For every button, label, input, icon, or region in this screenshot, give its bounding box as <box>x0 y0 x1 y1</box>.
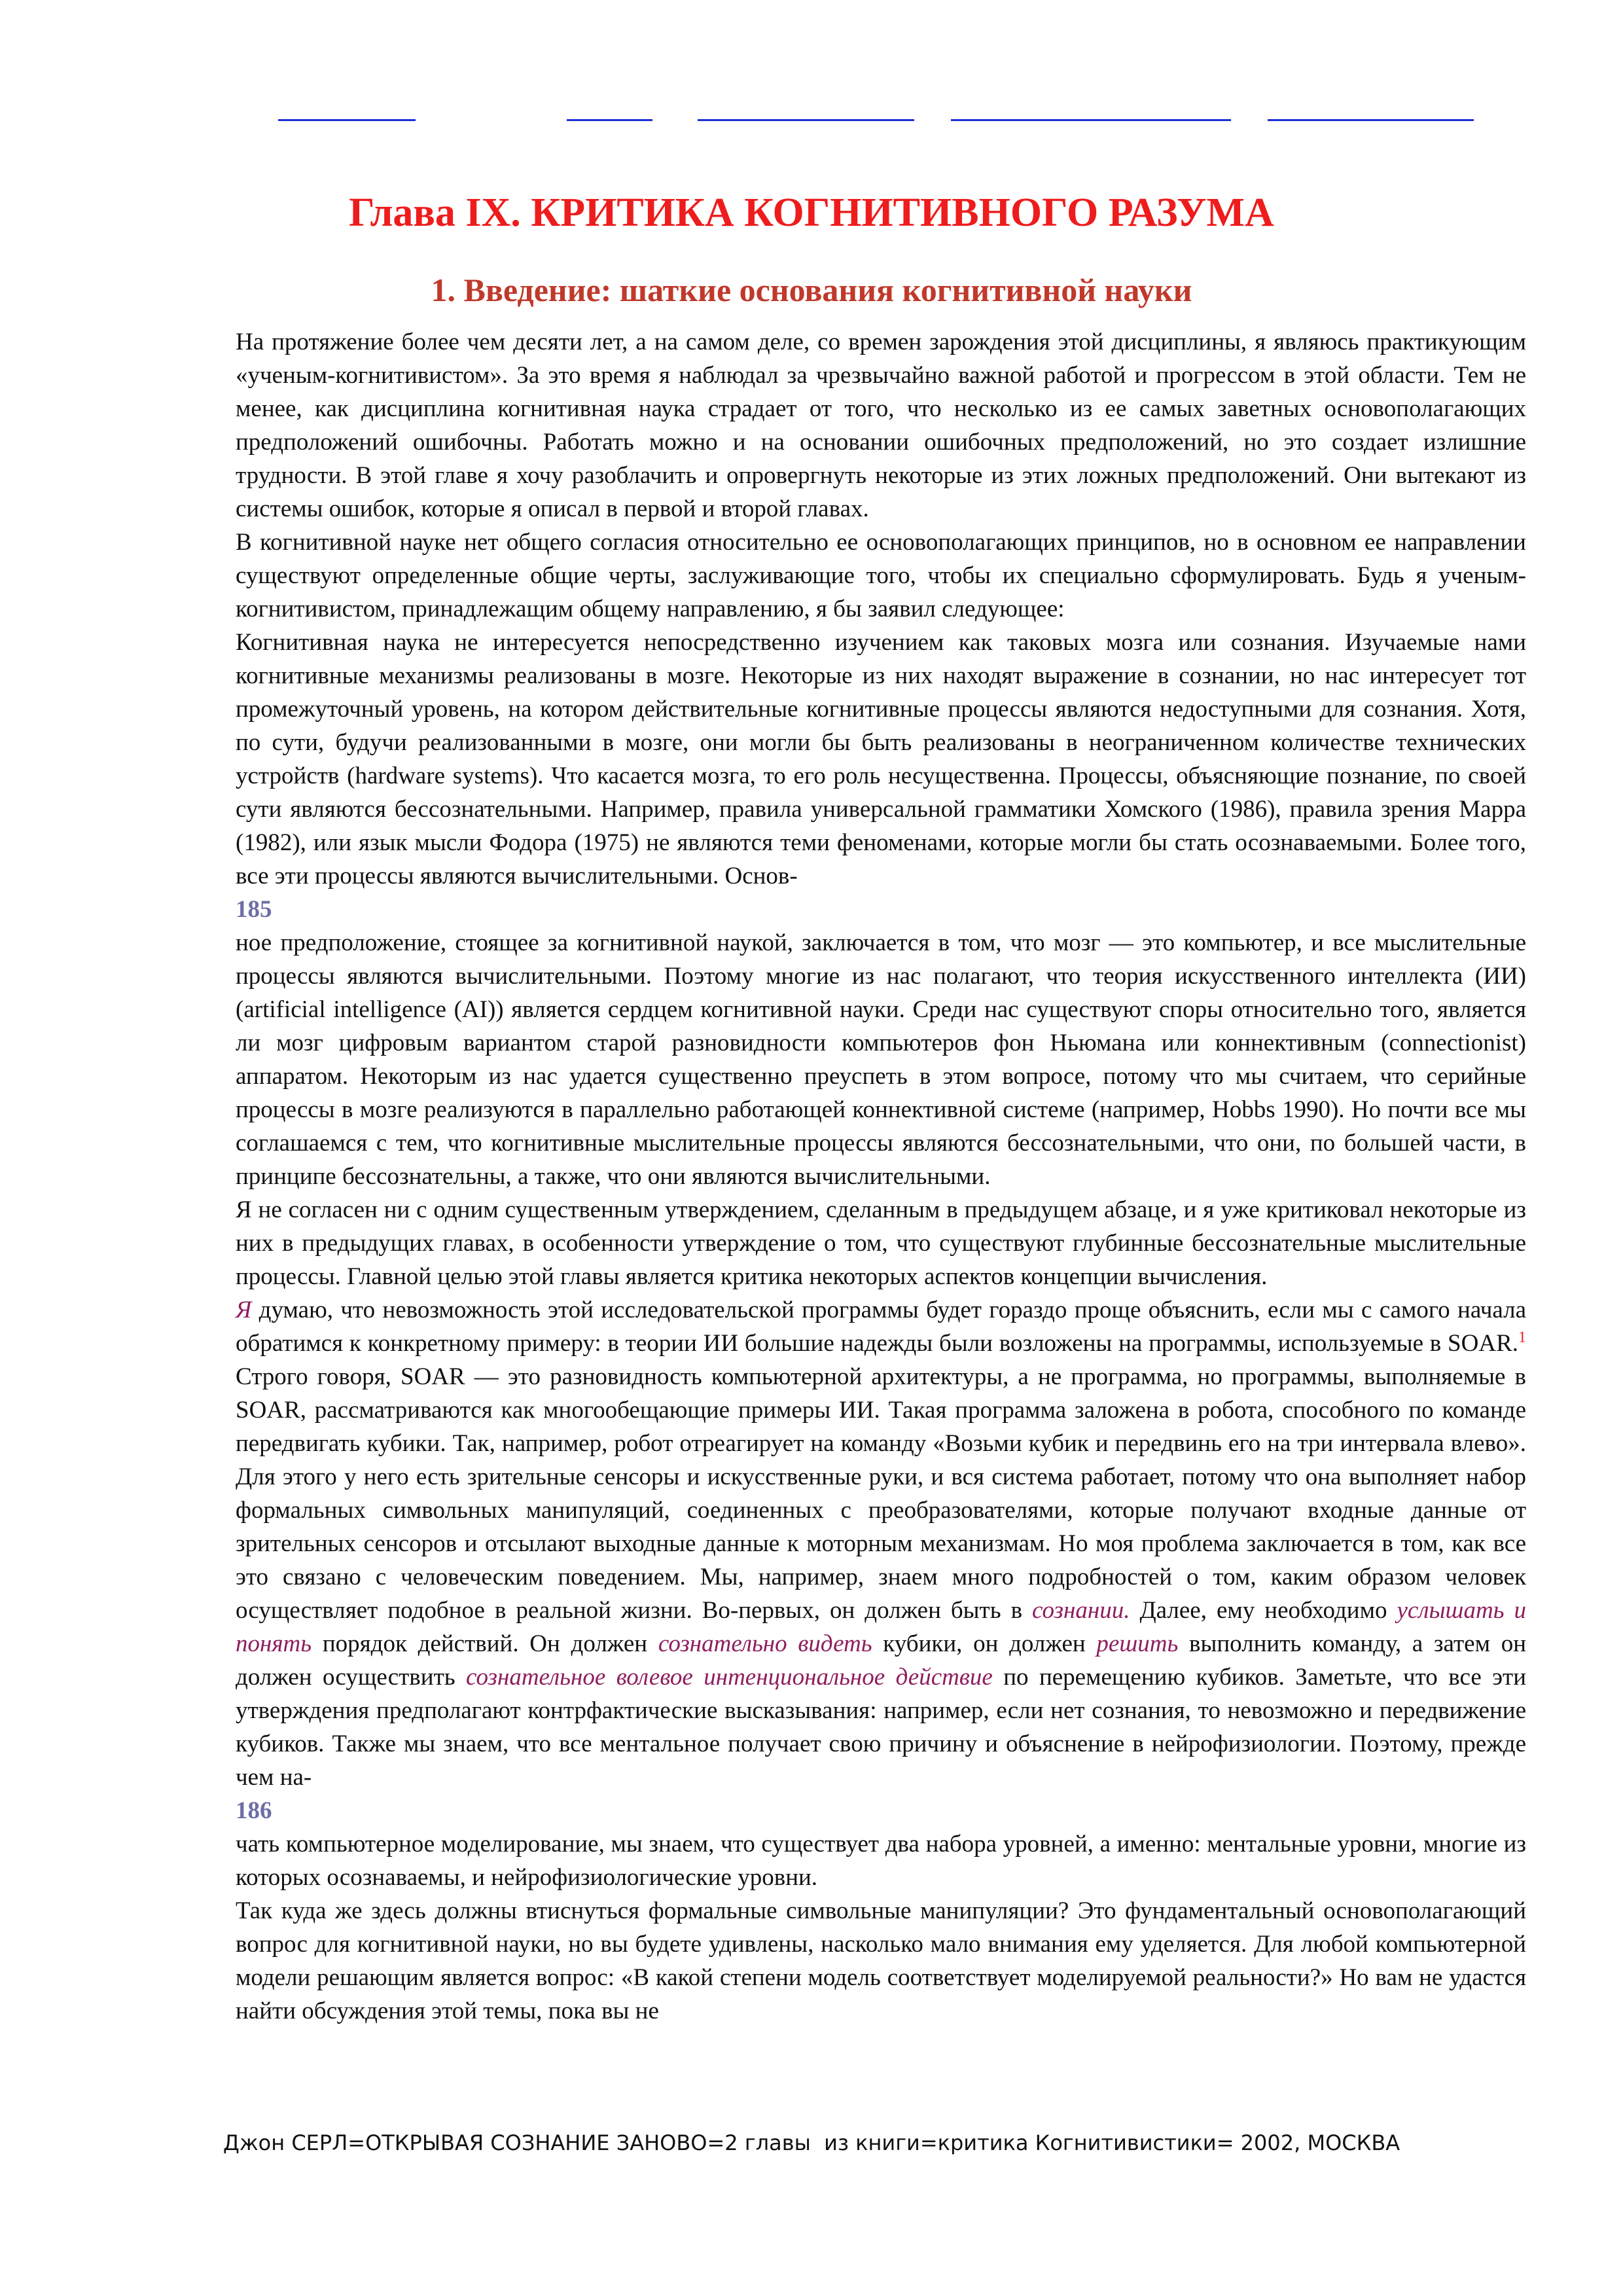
section-title: 1. Введение: шаткие основания когнитивной науки <box>431 272 1192 308</box>
footnote-link[interactable]: 1 <box>1518 1329 1526 1346</box>
nav-link-2[interactable] <box>567 105 652 121</box>
text-run: по перемещению кубиков. Заметьте, что все эти утверждения предполагают контрфактические высказывания: например, если нет сознания, то невозможно и передвижение кубиков. Также мы знаем, что все ментальное получает свою причину и объяснение в нейрофизиологии. Поэтому, прежде чем на- <box>236 1664 1526 1791</box>
emphasis: решить <box>1096 1630 1179 1657</box>
paragraph: Так куда же здесь должны втиснуться формальные символьные манипуляции? Это фундаментальный основополагающий вопрос для когнитивной науки, но вы будете удивлены, насколько мало внимания ему уделяется. Для любой компьютерной модели решающим является вопрос: «В какой степени модель соответствует моделируемой реальности?» Но вам не удастся найти обсуждения этой темы, пока вы не <box>236 1897 1526 2024</box>
chapter-title: Глава IX. КРИТИКА КОГНИТИВНОГО РАЗУМА <box>349 190 1274 235</box>
top-nav-links <box>0 105 1623 131</box>
paragraph: На протяжение более чем десяти лет, а на самом деле, со времен зарождения этой дисциплины, я являюсь практикующим «ученым-когнитивистом». За это время я наблюдал за чрезвычайно важной работой и прогрессом в этой области. Тем не менее, как дисциплина когнитивная наука страдает от того, что несколько из ее самых заветных основополагающих предположений ошибочны. Работать можно и на основании ошибочных предположений, но это создает излишние трудности. В этой главе я хочу разоблачить и опровергнуть некоторые из этих ложных предположений. Они вытекают из системы ошибок, которые я описал в первой и второй главах. <box>236 329 1526 522</box>
text-run: Далее, ему необходимо <box>1130 1597 1397 1624</box>
paragraph <box>236 1293 1526 1794</box>
emphasis: сознании. <box>1032 1597 1130 1624</box>
paragraph: В когнитивной науке нет общего согласия относительно ее основополагающих принципов, но в основном ее направлении существуют определенные общие черты, заслуживающие того, чтобы их специально сформулировать. Будь я ученым-когнитивистом, принадлежащим общему направлению, я бы заявил следующее: <box>236 529 1526 622</box>
text-run: думаю, что невозможность этой исследовательской программы будет гораздо проще объяснить, если мы с самого начала обратимся к конкретному примеру: в теории ИИ большие надежды были возложены на программы, используемые в SOAR. <box>236 1297 1526 1357</box>
text-run: выполнить команду, а затем он должен осуществить <box>236 1630 1526 1691</box>
nav-link-5[interactable] <box>1268 105 1474 121</box>
paragraph: чать компьютерное моделирование, мы знаем, что существует два набора уровней, а именно: ментальные уровни, многие из которых осознаваемы, и нейрофизиологические уровни. <box>236 1831 1526 1891</box>
nav-link-3[interactable] <box>698 105 914 121</box>
footer-caption: Джон СЕРЛ=ОТКРЫВАЯ СОЗНАНИЕ ЗАНОВО=2 главы из книги=критика Когнитивистики= 2002, МОСКВА <box>223 2130 1400 2155</box>
nav-link-4[interactable] <box>951 105 1231 121</box>
paragraph: Я не согласен ни с одним существенным утверждением, сделанным в предыдущем абзаце, и я уже критиковал некоторые из них в предыдущих главах, в особенности утверждение о том, что существуют глубинные бессознательные мыслительные процессы. Главной целью этой главы является критика некоторых аспектов концепции вычисления. <box>236 1196 1526 1290</box>
nav-link-1[interactable] <box>278 105 416 121</box>
italic-first-word: Я <box>236 1297 252 1323</box>
emphasis: сознательно видеть <box>658 1630 872 1657</box>
body-text <box>236 325 1526 2028</box>
paragraph: ное предположение, стоящее за когнитивной наукой, заключается в том, что мозг — это компьютер, и все мыслительные процессы являются вычислительными. Поэтому многие из нас полагают, что теория искусственного интеллекта (ИИ) (artificial intelligence (AI)) является сердцем когнитивной науки. Среди нас существуют споры относительно того, является ли мозг цифровым вариантом старой разновидности компьютеров фон Ньюмана или коннективным (connectionist) аппаратом. Некоторым из нас удается существенно преуспеть в этом вопросе, потому что мы считаем, что серийные процессы в мозге реализуются в параллельно работающей коннективной системе (например, Hobbs 1990). Но почти все мы соглашаемся с тем, что когнитивные мыслительные процессы являются бессознательными, что они, по большей части, в принципе бессознательны, а также, что они являются вычислительными. <box>236 929 1526 1190</box>
emphasis: услышать и понять <box>236 1597 1526 1657</box>
emphasis: сознательное волевое интенциональное действие <box>466 1664 993 1691</box>
paragraph: Когнитивная наука не интересуется непосредственно изучением как таковых мозга или сознания. Изучаемые нами когнитивные механизмы реализованы в мозге. Некоторые из них находят выражение в сознании, но нас интересует тот промежуточный уровень, на котором действительные когнитивные процессы являются недоступными для сознания. Хотя, по сути, будучи реализованными в мозге, они могли бы быть реализованы в неограниченном количестве технических устройств (hardware systems). Что касается мозга, то его роль несущественна. Процессы, объясняющие познание, по своей сути являются бессознательными. Например, правила универсальной грамматики Хомского (1986), правила зрения Марра (1982), или язык мысли Фодора (1975) не являются теми феноменами, которые могли бы стать осознаваемыми. Более того, все эти процессы являются вычислительными. Основ- <box>236 629 1526 889</box>
text-run: порядок действий. Он должен <box>312 1630 658 1657</box>
page-number: 185 <box>236 896 272 923</box>
text-run: Строго говоря, SOAR — это разновидность компьютерной архитектуры, а не программа, но программы, выполняемые в SOAR, рассматриваются как многообещающие примеры ИИ. Такая программа заложена в робота, способного по команде передвигать кубики. Так, например, робот отреагирует на команду «Возьми кубик и передвинь его на три интервала влево». Для этого у него есть зрительные сенсоры и искусственные руки, и вся система работает, потому что она выполняет набор формальных символьных манипуляций, соединенных с преобразователями, которые получают входные данные от зрительных сенсоров и отсылают выходные данные к моторным механизмам. Но моя проблема заключается в том, как все это связано с человеческим поведением. Мы, например, знаем много подробностей о том, каким образом человек осуществляет подобное в реальной жизни. Во-первых, он должен быть в <box>236 1363 1526 1624</box>
page-number: 186 <box>236 1797 272 1824</box>
text-run: кубики, он должен <box>872 1630 1097 1657</box>
